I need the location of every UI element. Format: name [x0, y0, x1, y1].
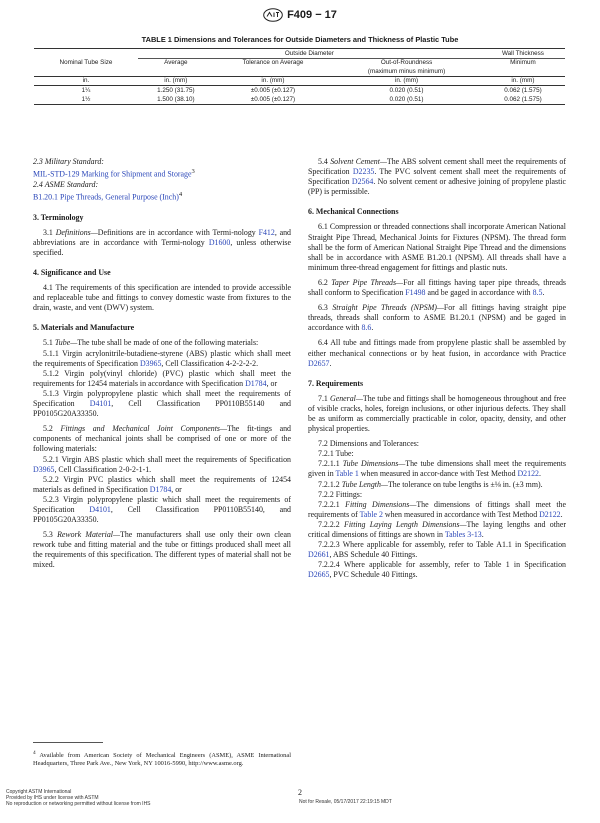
- mil-std-code-link[interactable]: MIL-STD-129: [33, 169, 80, 179]
- header-out-of-roundness-sub: (maximum minus minimum): [332, 67, 481, 76]
- table-cell: 0.062 (1.575): [481, 95, 565, 104]
- paragraph-7-2: 7.2 Dimensions and Tolerances:: [318, 439, 419, 449]
- footnote: $^4$ Available from American Society of Mechanical Engineers (ASME), ASME International Headquarters, Three Park Ave., New York, NY 10016-5990, http://www.asme.org.: [33, 750, 291, 768]
- section-2-3-heading: 2.3 Military Standard:: [33, 157, 104, 166]
- paragraph-5-1-3: 5.1.3 Virgin polypropylene plastic which shall meet the requirements of Specification D4101, Cell Classification PP0110B55140 and PP0105G20A33350.: [33, 388, 291, 419]
- ref-link-d2661[interactable]: D2661: [308, 550, 330, 560]
- table-cell: 1½: [34, 95, 138, 104]
- ref-link-8-5[interactable]: 8.5: [532, 288, 543, 298]
- table-cell: in.: [34, 76, 138, 86]
- table-header-row: [34, 67, 565, 76]
- table-row: [34, 86, 565, 95]
- section-6-heading: 6. Mechanical Connections: [308, 207, 399, 217]
- table-units-row: [34, 76, 565, 86]
- paragraph-7-2-1-1: 7.2.1.1 Tube Dimensions—The tube dimensions shall meet the requirements given in Table 1 when measured in accor-dance with Test Method D2122.: [308, 459, 566, 479]
- table-header-row: [34, 58, 565, 67]
- paragraph-7-2-2-2: 7.2.2.2 Fitting Laying Length Dimensions—The laying lengths and other critical dimensions of fittings are shown in Tables 3-13.: [308, 519, 567, 539]
- header-average: Average: [164, 59, 188, 67]
- table-cell: 0.020 (0.51): [332, 95, 481, 104]
- paragraph-7-2-2-4: 7.2.2.4 Where applicable for assembly, refer to Table 1 in Specification D2665, PVC Schedule 40 Fittings.: [308, 560, 566, 580]
- ref-link-d2657[interactable]: D2657: [308, 358, 330, 368]
- table-cell: in. (mm): [214, 76, 332, 86]
- table-header-row: [34, 49, 565, 59]
- ref-link-f1498[interactable]: F1498: [405, 288, 426, 298]
- mil-std-title-link[interactable]: Marking for Shipment and Storage: [81, 169, 192, 179]
- header-nominal-size: Nominal Tube Size: [59, 59, 113, 67]
- table-cell: in. (mm): [481, 76, 565, 86]
- paragraph-3-1: 3.1 Definitions—Definitions are in accordance with Termi-nology F412, and abbreviations are in accordance with Termi-nology D1600, unless otherwise specified.: [33, 227, 291, 257]
- paragraph-7-1: 7.1 General—The tube and fittings shall be homogeneous throughout and free of visible cracks, holes, foreign inclusions, or other injurious defects. They shall be as uniform as commercially practicable in color, opacity, density, and other physical properties.: [308, 393, 566, 434]
- header-outside-diameter: Outside Diameter: [138, 49, 481, 59]
- paragraph-5-2-2: 5.2.2 Virgin PVC plastics which shall meet the requirements of 12454 materials as defined in Specification D1784, or: [33, 474, 291, 494]
- right-column: [308, 157, 566, 580]
- paragraph-5-4: 5.4 Solvent Cement—The ABS solvent cement shall meet the requirements of Specification D2235. The PVC solvent cement shall meet the requirements of Specification D2564. No solvent cement or adhesive joining of propylene plastic (PP) is permissible.: [308, 157, 566, 197]
- paragraph-5-3: 5.3 Rework Material—The manufacturers shall use only their own clean rework tube and fitting material and the tube or fittings produced shall meet all the requirements of this specification. The different types of material shall not be mixed.: [33, 530, 291, 570]
- paragraph-5-1-1: 5.1.1 Virgin acrylonitrile-butadiene-styrene (ABS) plastic which shall meet the requirements of Specification D3965, Cell Classification 4-2-2-2-2.: [33, 348, 291, 368]
- table-cell: 1.250 (31.75): [157, 86, 195, 94]
- paragraph-5-1: 5.1 Tube—The tube shall be made of one of the following materials:: [43, 338, 259, 348]
- ref-link-d1784[interactable]: D1784: [149, 484, 172, 494]
- ref-link-d1784[interactable]: D1784: [245, 378, 267, 388]
- section-7-heading: 7. Requirements: [308, 378, 364, 388]
- table-cell: ±0.005 (±0.127): [250, 86, 296, 94]
- paragraph-4-1: 4.1 The requirements of this specification are intended to provide accessible and replaceable tube and fittings to convey domestic waste from fixtures to the drain, waste, and vent (DWV) system.: [33, 283, 291, 313]
- section-4-heading: 4. Significance and Use: [33, 268, 111, 277]
- ref-link-f412[interactable]: F412: [258, 227, 275, 237]
- left-column: [33, 157, 291, 571]
- ref-link-d2122[interactable]: D2122: [517, 469, 539, 479]
- section-5-heading: 5. Materials and Manufacture: [33, 323, 135, 333]
- table-cell: 0.062 (1.575): [504, 86, 542, 94]
- table-cell: 1.500 (38.10): [138, 95, 214, 104]
- asme-reference: B1.20.1 Pipe Threads, General Purpose (Inch)$^4$: [33, 190, 183, 202]
- page-number: 2: [298, 788, 302, 797]
- ref-link-d2665[interactable]: D2665: [308, 570, 330, 580]
- section-3-heading: 3. Terminology: [33, 212, 84, 222]
- footer-license-note: Not for Resale, 05/17/2017 22:19:15 MDT: [299, 799, 392, 805]
- paragraph-5-1-2: 5.1.2 Virgin poly(vinyl chloride) (PVC) plastic which shall meet the requirements for 12454 materials in accordance with Specification D1784, or: [33, 368, 291, 388]
- ref-link-table-1[interactable]: Table 1: [335, 469, 359, 479]
- header-out-of-roundness: Out-of-Roundness: [380, 59, 433, 67]
- ref-link-8-6[interactable]: 8.6: [361, 323, 372, 333]
- paragraph-7-2-2-1: 7.2.2.1 Fitting Dimensions—The dimensions of fittings shall meet the requirements of Table 2 when measured in accordance with Test Method D2122.: [308, 499, 566, 519]
- table-title: TABLE 1 Dimensions and Tolerances for Outside Diameters and Thickness of Plastic Tube: [141, 35, 459, 44]
- paragraph-6-2: 6.2 Taper Pipe Threads—For all fittings having taper pipe threads, threads shall conform to Specification F1498 and be gaged in accordance with 8.5.: [308, 277, 567, 298]
- section-2-4-heading: 2.4 ASME Standard:: [33, 179, 99, 189]
- ref-link-d4101[interactable]: D4101: [89, 504, 111, 514]
- ref-link-d2122[interactable]: D2122: [539, 509, 561, 519]
- paragraph-5-2: 5.2 Fittings and Mechanical Joint Components—The fit-tings and components of mechanical joints shall be comprised of one or more of the following materials:: [33, 424, 291, 454]
- asme-code-link[interactable]: B1.20.1: [33, 192, 58, 202]
- paragraph-6-3: 6.3 Straight Pipe Threads (NPSM)—For all fittings having straight pipe threads, threads shall conform to ASME B1.20.1 (NPSM) and be gaged in accordance with 8.6.: [308, 303, 566, 333]
- ref-link-d3965[interactable]: D3965: [139, 358, 162, 368]
- footer-copyright: Copyright ASTM International Provided by IHS under license with ASTM No reproduction or networking permitted without license from IHS: [6, 789, 151, 807]
- table-cell: ±0.005 (±0.127): [214, 95, 332, 104]
- asme-title-link[interactable]: Pipe Threads, General Purpose (Inch): [59, 192, 179, 202]
- ref-link-d4101[interactable]: D4101: [89, 399, 112, 409]
- table-cell: 0.020 (0.51): [389, 86, 424, 94]
- paragraph-5-2-3: 5.2.3 Virgin polypropylene plastic which shall meet the requirements of Specification D4101, Cell Classification PP0110B55140, and PP0105G20A33350.: [33, 494, 291, 525]
- ref-link-d3965[interactable]: D3965: [33, 464, 55, 474]
- table-row: [34, 95, 565, 104]
- dimensions-table: [34, 48, 565, 105]
- header-minimum: Minimum: [510, 59, 536, 67]
- mil-std-reference: MIL-STD-129 Marking for Shipment and Storage$^3$: [33, 168, 195, 179]
- document-id: F409 − 17: [287, 9, 337, 22]
- paragraph-7-2-2: 7.2.2 Fittings:: [318, 489, 363, 499]
- table-cell: in. (mm): [138, 76, 214, 86]
- ref-link-table-2[interactable]: Table 2: [359, 509, 383, 519]
- astm-logo-icon: [263, 8, 283, 22]
- table-cell: in. (mm): [332, 76, 481, 86]
- table-cell: 1¼: [81, 86, 91, 94]
- page-header: [0, 6, 600, 22]
- header-tolerance: Tolerance on Average: [242, 59, 304, 67]
- ref-link-tables-3-13[interactable]: Tables 3-13: [444, 530, 482, 539]
- ref-link-d2564[interactable]: D2564: [351, 177, 374, 187]
- ref-link-d2235[interactable]: D2235: [352, 167, 375, 177]
- ref-link-d1600[interactable]: D1600: [208, 237, 231, 247]
- footnote-divider: [33, 742, 103, 743]
- header-wall-thickness: Wall Thickness: [481, 49, 565, 59]
- paragraph-7-2-1-2: 7.2.1.2 Tube Length—The tolerance on tube lengths is ±⅛ in. (±3 mm).: [318, 479, 543, 489]
- paragraph-6-4: 6.4 All tube and fittings made from propylene plastic shall be assembled by either mechanical connections or by heat fusion, in accordance with Practice D2657.: [308, 338, 566, 368]
- paragraph-5-2-1: 5.2.1 Virgin ABS plastic which shall meet the requirements of Specification D3965, Cell Classification 2-0-2-1-1.: [33, 454, 291, 474]
- paragraph-7-2-2-3: 7.2.2.3 Where applicable for assembly, refer to Table A1.1 in Specification D2661, ABS Schedule 40 Fittings.: [308, 540, 566, 560]
- paragraph-7-2-1: 7.2.1 Tube:: [318, 449, 354, 459]
- paragraph-6-1: 6.1 Compression or threaded connections shall incorporate American National Straight Pipe Thread, Mechanical Joints for Fixtures (NPSM). The thread form shall be the form of American National Straight Pipe Thread and the dimensions shall be in accordance with ASME B1.20.1 (NPSM). All threads shall have a minimum three-thread engagement for fittings and plastic nuts.: [308, 222, 566, 272]
